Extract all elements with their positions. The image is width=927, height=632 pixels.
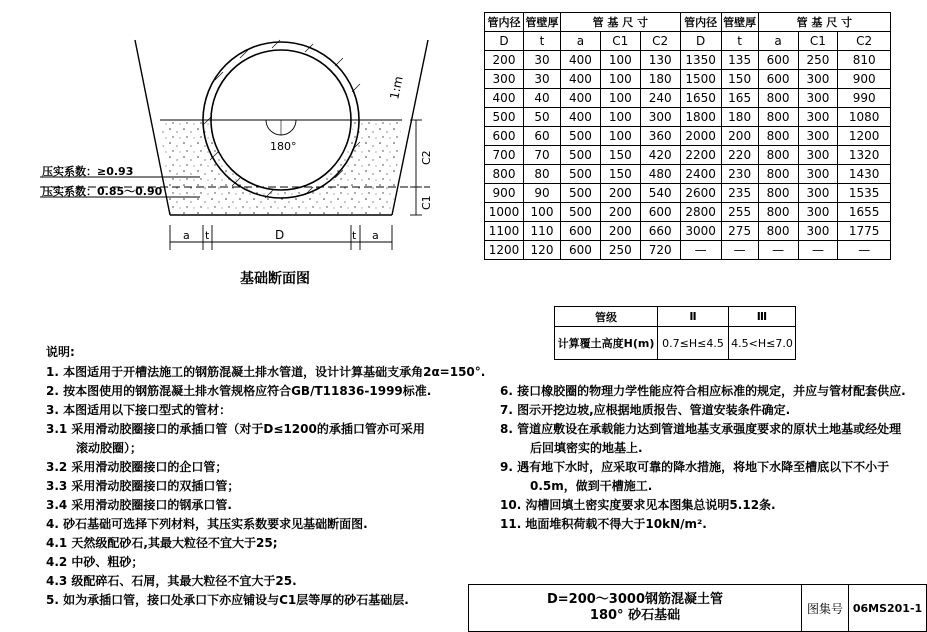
table-cell: 400	[561, 108, 601, 127]
table-cell: 300	[798, 70, 838, 89]
note-line: 4.2 中砂、粗砂；	[46, 555, 144, 569]
title-line-2: 180° 砂石基础	[589, 608, 681, 623]
table-cell: 1350	[680, 51, 721, 70]
table-cell: 130	[640, 51, 680, 70]
table-cell: 800	[758, 165, 798, 184]
header-base-size-2: 管 基 尺 寸	[758, 13, 890, 32]
note-line: 10. 沟槽回填土密实度要求见本图集总说明5.12条.	[500, 498, 776, 512]
table-cell: 275	[721, 222, 758, 241]
table-cell: 300	[798, 89, 838, 108]
note-line: 7. 图示开挖边坡,应根据地质报告、管道安装条件确定.	[500, 403, 791, 417]
table-cell: 420	[640, 146, 680, 165]
grade-header-row	[555, 307, 796, 327]
table-cell: 80	[524, 165, 561, 184]
dim-t-right: t	[352, 229, 357, 242]
sub-t: t	[524, 32, 561, 51]
table-cell: 300	[798, 203, 838, 222]
table-row	[485, 241, 891, 260]
table-cell: 2600	[680, 184, 721, 203]
table-cell: 600	[561, 222, 601, 241]
grade-ii-range: 0.7≤H≤4.5	[658, 327, 729, 360]
table-cell: 800	[758, 127, 798, 146]
notes-left	[46, 363, 485, 610]
note-line: 0.5m，做到干槽施工.	[530, 479, 653, 493]
table-cell: 40	[524, 89, 561, 108]
table-cell: 990	[838, 89, 891, 108]
table-cell: 255	[721, 203, 758, 222]
table-cell: 70	[524, 146, 561, 165]
table-cell: 1200	[485, 241, 524, 260]
grade-iii-range: 4.5<H≤7.0	[729, 327, 796, 360]
table-cell: 500	[485, 108, 524, 127]
angle-label: 180°	[270, 140, 297, 153]
table-cell: 1100	[485, 222, 524, 241]
note-line: 8. 管道应敷设在承载能力达到管道地基支承强度要求的原状土地基或经处理	[500, 422, 902, 436]
table-cell: 480	[640, 165, 680, 184]
note-line: 1. 本图适用于开槽法施工的钢筋混凝土排水管道，设计计算基础支承角2α=150°.	[46, 365, 486, 379]
grade-value-row	[555, 327, 796, 360]
atlas-number: 06MS201-1	[849, 585, 927, 632]
table-cell: 1775	[838, 222, 891, 241]
table-cell: 600	[758, 70, 798, 89]
table-cell: 1800	[680, 108, 721, 127]
table-cell: 60	[524, 127, 561, 146]
table-cell: 800	[758, 89, 798, 108]
table-cell: 2200	[680, 146, 721, 165]
note-line: 4. 砂石基础可选择下列材料，其压实系数要求见基础断面图.	[46, 517, 368, 531]
table-cell: 150	[721, 70, 758, 89]
table-cell: 800	[758, 222, 798, 241]
table-row	[485, 127, 891, 146]
table-cell: 300	[798, 127, 838, 146]
table-cell: 500	[561, 203, 601, 222]
table-cell: 300	[640, 108, 680, 127]
title-block	[468, 584, 927, 632]
title-line-1: D=200～3000钢筋混凝土管	[546, 592, 723, 607]
note-line: 3.1 采用滑动胶圈接口的承插口管（对于D≤1200的承插口管亦可采用	[46, 422, 425, 436]
table-cell: 100	[600, 51, 640, 70]
table-cell: 230	[721, 165, 758, 184]
sub-d: D	[485, 32, 524, 51]
table-cell: 600	[485, 127, 524, 146]
table-cell: 100	[524, 203, 561, 222]
table-cell: —	[680, 241, 721, 260]
table-cell: 300	[485, 70, 524, 89]
table-cell: 400	[561, 51, 601, 70]
sub-d-2: D	[680, 32, 721, 51]
table-cell: 900	[838, 70, 891, 89]
note-line: 9. 遇有地下水时，应采取可靠的降水措施，将地下水降至槽底以下不小于	[500, 460, 890, 474]
table-cell: 1320	[838, 146, 891, 165]
table-cell: 600	[758, 51, 798, 70]
note-line: 3.2 采用滑动胶圈接口的企口管；	[46, 460, 228, 474]
table-cell: 810	[838, 51, 891, 70]
note-line: 滚动胶圈）；	[76, 441, 143, 455]
table-cell: 2400	[680, 165, 721, 184]
cover-height-label: 计算覆土高度H(m)	[555, 327, 658, 360]
table-cell: 200	[721, 127, 758, 146]
table-cell: 200	[485, 51, 524, 70]
note-line: 3.3 采用滑动胶圈接口的双插口管；	[46, 479, 240, 493]
table-cell: 165	[721, 89, 758, 108]
table-cell: 180	[640, 70, 680, 89]
table-cell: 30	[524, 70, 561, 89]
title-block-name	[469, 585, 802, 632]
sub-a: a	[561, 32, 601, 51]
table-cell: 800	[758, 203, 798, 222]
drawing-caption: 基础断面图	[240, 271, 310, 287]
note-line: 后回填密实的地基上.	[530, 441, 643, 455]
table-cell: 220	[721, 146, 758, 165]
table-row	[485, 70, 891, 89]
notes-right	[500, 382, 906, 534]
table-cell: 1535	[838, 184, 891, 203]
dim-a-right: a	[372, 229, 379, 242]
table-cell: 110	[524, 222, 561, 241]
header-t: 管壁厚	[524, 13, 561, 32]
foundation-section-drawing	[20, 20, 460, 290]
table-row	[485, 184, 891, 203]
table-cell: 2000	[680, 127, 721, 146]
table-cell: 500	[561, 165, 601, 184]
table-cell: 900	[485, 184, 524, 203]
table-cell: 3000	[680, 222, 721, 241]
note-line: 5. 如为承插口管，接口处承口下亦应铺设与C1层等厚的砂石基础层.	[46, 593, 409, 607]
table-cell: 90	[524, 184, 561, 203]
table-cell: 235	[721, 184, 758, 203]
table-cell: 135	[721, 51, 758, 70]
table-cell: 150	[600, 165, 640, 184]
header-d: 管内径	[485, 13, 524, 32]
dim-a-left: a	[183, 229, 190, 242]
table-cell: 1500	[680, 70, 721, 89]
table-cell: 1650	[680, 89, 721, 108]
table-cell: 200	[600, 184, 640, 203]
notes-title: 说明:	[46, 345, 75, 359]
grade-ii-header: Ⅱ	[658, 307, 729, 327]
table-cell: 500	[561, 127, 601, 146]
table-cell: 2800	[680, 203, 721, 222]
sub-c2: C2	[640, 32, 680, 51]
table-row	[485, 146, 891, 165]
table-cell: 360	[640, 127, 680, 146]
header-t-2: 管壁厚	[721, 13, 758, 32]
table-cell: 400	[561, 89, 601, 108]
table-cell: —	[798, 241, 838, 260]
table-cell: —	[721, 241, 758, 260]
table-cell: 50	[524, 108, 561, 127]
pipe-spec-table	[484, 12, 891, 260]
table-row	[485, 89, 891, 108]
table-cell: 400	[485, 89, 524, 108]
spec-header-row	[485, 13, 891, 32]
table-cell: —	[838, 241, 891, 260]
table-row	[485, 51, 891, 70]
table-cell: 120	[524, 241, 561, 260]
grade-iii-header: Ⅲ	[729, 307, 796, 327]
table-cell: 700	[485, 146, 524, 165]
table-cell: 1655	[838, 203, 891, 222]
table-cell: 100	[600, 70, 640, 89]
table-cell: 500	[561, 146, 601, 165]
table-cell: 100	[600, 89, 640, 108]
table-cell: 300	[798, 222, 838, 241]
note-line: 6. 接口橡胶圈的物理力学性能应符合相应标准的规定，并应与管材配套供应.	[500, 384, 906, 398]
table-cell: 240	[640, 89, 680, 108]
table-cell: 250	[798, 51, 838, 70]
dim-t-left: t	[205, 229, 210, 242]
table-cell: 1430	[838, 165, 891, 184]
spec-table-body	[485, 51, 891, 260]
note-line: 3.4 采用滑动胶圈接口的钢承口管.	[46, 498, 232, 512]
atlas-label: 图集号	[802, 585, 849, 632]
spec-subheader-row	[485, 32, 891, 51]
note-line: 2. 按本图使用的钢筋混凝土排水管规格应符合GB/T11836-1999标准.	[46, 384, 432, 398]
table-cell: 1000	[485, 203, 524, 222]
table-cell: 540	[640, 184, 680, 203]
table-cell: 300	[798, 146, 838, 165]
slope-label: 1:m	[387, 74, 406, 101]
table-cell: 720	[640, 241, 680, 260]
table-cell: 200	[600, 222, 640, 241]
table-row	[485, 203, 891, 222]
dim-c1-label: C1	[420, 195, 433, 210]
dim-c2-label: C2	[420, 150, 433, 165]
sub-c2-2: C2	[838, 32, 891, 51]
sub-t-2: t	[721, 32, 758, 51]
table-cell: 660	[640, 222, 680, 241]
table-cell: 100	[600, 127, 640, 146]
table-cell: 300	[798, 184, 838, 203]
table-cell: 600	[561, 241, 601, 260]
header-base-size: 管 基 尺 寸	[561, 13, 681, 32]
sub-c1: C1	[600, 32, 640, 51]
table-cell: 1200	[838, 127, 891, 146]
table-cell: 800	[485, 165, 524, 184]
table-cell: 30	[524, 51, 561, 70]
table-cell: 800	[758, 146, 798, 165]
note-line: 3. 本图适用以下接口型式的管材：	[46, 403, 232, 417]
dim-d-label: D	[275, 228, 285, 242]
table-row	[485, 165, 891, 184]
table-cell: 150	[600, 146, 640, 165]
table-cell: 800	[758, 184, 798, 203]
table-row	[485, 222, 891, 241]
table-cell: 200	[600, 203, 640, 222]
table-cell: 300	[798, 165, 838, 184]
sub-a-2: a	[758, 32, 798, 51]
table-cell: 500	[561, 184, 601, 203]
table-cell: 1080	[838, 108, 891, 127]
table-cell: 250	[600, 241, 640, 260]
sub-c1-2: C1	[798, 32, 838, 51]
grade-header: 管级	[555, 307, 658, 327]
compaction-low-label: 压实系数：0.85～0.90	[42, 185, 163, 198]
table-cell: 800	[758, 108, 798, 127]
table-row	[485, 108, 891, 127]
note-line: 11. 地面堆积荷载不得大于10kN/m².	[500, 517, 707, 531]
table-cell: 400	[561, 70, 601, 89]
table-cell: 300	[798, 108, 838, 127]
pipe-grade-table	[554, 306, 796, 360]
header-d-2: 管内径	[680, 13, 721, 32]
table-cell: 180	[721, 108, 758, 127]
compaction-high-label: 压实系数：≥0.93	[42, 165, 134, 178]
table-cell: 600	[640, 203, 680, 222]
note-line: 4.3 级配碎石、石屑，其最大粒径不宜大于25.	[46, 574, 297, 588]
table-cell: —	[758, 241, 798, 260]
note-line: 4.1 天然级配砂石,其最大粒径不宜大于25;	[46, 536, 278, 550]
table-cell: 100	[600, 108, 640, 127]
